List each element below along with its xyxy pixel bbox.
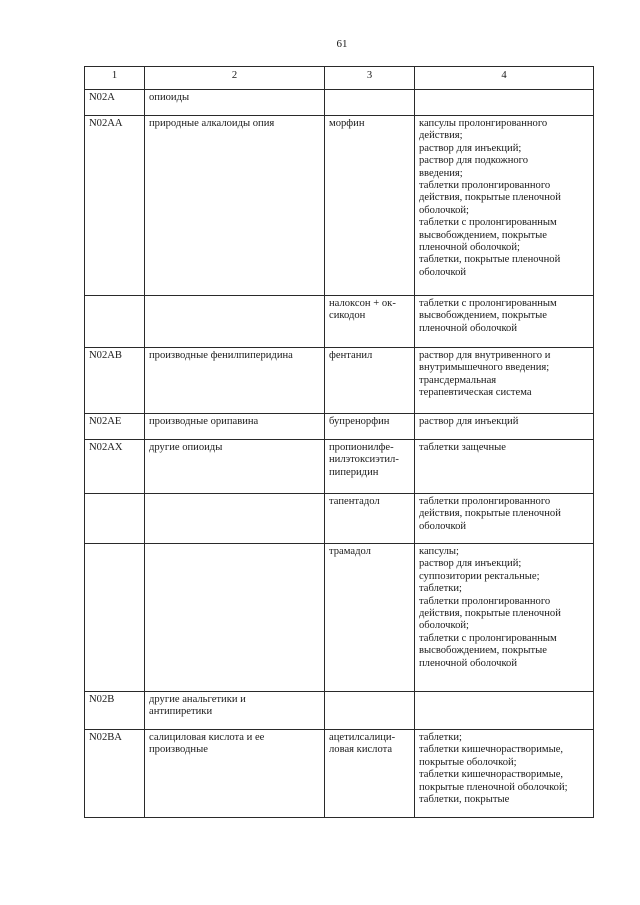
drug-name-cell — [325, 692, 415, 730]
cell-line: таблетки; — [419, 583, 462, 595]
cell-line: действия, покрытые пленочной — [419, 508, 561, 520]
table-row — [85, 692, 594, 730]
dosage-forms-cell — [415, 730, 594, 818]
cell-line: капсулы; — [419, 546, 459, 557]
cell-line: оболочкой; — [419, 620, 469, 632]
cell-line: высвобождением, покрытые — [419, 645, 547, 657]
cell-line: пропионилфе- — [329, 442, 394, 453]
drug-name-cell — [325, 440, 415, 494]
atc-code-cell: N02BA — [85, 730, 145, 818]
cell-line: оболочкой; — [419, 204, 469, 216]
group-name-cell — [145, 116, 325, 296]
dosage-forms-cell — [415, 440, 594, 494]
cell-line: раствор для инъекций; — [419, 558, 522, 570]
cell-line: тапентадол — [329, 496, 380, 507]
drug-name-cell — [325, 90, 415, 116]
cell-line: фентанил — [329, 350, 373, 361]
atc-code-cell — [85, 494, 145, 544]
dosage-forms-cell — [415, 348, 594, 414]
atc-code-cell — [85, 544, 145, 692]
cell-line: высвобождением, покрытые — [419, 229, 547, 241]
cell-line: нилэтоксиэтил- — [329, 454, 399, 466]
table-row — [85, 730, 594, 818]
atc-code-cell: N02AX — [85, 440, 145, 494]
atc-code-cell — [85, 296, 145, 348]
cell-line: таблетки с пролонгированным — [419, 298, 557, 309]
cell-line: оболочкой — [419, 520, 467, 532]
cell-line: антипиретики — [149, 706, 213, 718]
cell-line: налоксон + ок- — [329, 298, 396, 309]
cell-line: трансдермальная — [419, 374, 497, 386]
cell-line: таблетки с пролонгированным — [419, 217, 557, 229]
cell-line: пленочной оболочкой; — [419, 242, 520, 254]
cell-line: раствор для внутривенного и — [419, 350, 551, 361]
table-row — [85, 494, 594, 544]
dosage-forms-cell — [415, 692, 594, 730]
cell-line: суппозитории ректальные; — [419, 570, 540, 582]
drug-name-cell — [325, 544, 415, 692]
header-col-4: 4 — [415, 67, 594, 90]
cell-line: производные орипавина — [149, 416, 259, 427]
drug-name-cell — [325, 348, 415, 414]
cell-line: терапевтическая система — [419, 387, 532, 399]
cell-line: трамадол — [329, 546, 371, 557]
cell-line: высвобождением, покрытые — [419, 310, 547, 322]
group-name-cell — [145, 692, 325, 730]
group-name-cell — [145, 90, 325, 116]
cell-line: морфин — [329, 118, 365, 129]
cell-line: раствор для подкожного — [419, 155, 529, 167]
cell-line: таблетки; — [419, 732, 462, 743]
table-row — [85, 440, 594, 494]
cell-line: таблетки кишечнорастворимые, — [419, 769, 564, 781]
cell-line: таблетки кишечнорастворимые, — [419, 744, 564, 756]
dosage-forms-cell — [415, 90, 594, 116]
dosage-forms-cell — [415, 414, 594, 440]
group-name-cell — [145, 494, 325, 544]
cell-line: бупренорфин — [329, 416, 390, 427]
table-row — [85, 90, 594, 116]
atc-code-cell: N02B — [85, 692, 145, 730]
drug-table — [84, 66, 594, 818]
page-number: 61 — [336, 38, 348, 50]
cell-line: таблетки пролонгированного — [419, 180, 551, 192]
cell-line: сикодон — [329, 310, 366, 322]
cell-line: оболочкой — [419, 266, 467, 278]
group-name-cell — [145, 348, 325, 414]
cell-line: действия, покрытые пленочной — [419, 608, 561, 620]
table-row — [85, 348, 594, 414]
cell-line: другие опиоиды — [149, 442, 223, 453]
cell-line: покрытые пленочной оболочкой; — [419, 781, 568, 793]
cell-line: таблетки, покрытые — [419, 794, 510, 806]
group-name-cell — [145, 440, 325, 494]
cell-line: таблетки пролонгированного — [419, 595, 551, 607]
atc-code-cell: N02A — [85, 90, 145, 116]
cell-line: раствор для инъекций; — [419, 142, 522, 154]
drug-name-cell — [325, 296, 415, 348]
cell-line: внутримышечного введения; — [419, 362, 550, 374]
cell-line: пленочной оболочкой — [419, 322, 518, 334]
dosage-forms-cell — [415, 544, 594, 692]
header-col-3: 3 — [325, 67, 415, 90]
cell-line: таблетки защечные — [419, 442, 506, 453]
dosage-forms-cell — [415, 116, 594, 296]
cell-line: салициловая кислота и ее — [149, 732, 265, 743]
cell-line: другие анальгетики и — [149, 694, 246, 705]
cell-line: действия, покрытые пленочной — [419, 192, 561, 204]
group-name-cell — [145, 730, 325, 818]
dosage-forms-cell — [415, 296, 594, 348]
cell-line: пленочной оболочкой — [419, 657, 518, 669]
cell-line: производные — [149, 744, 208, 756]
atc-code-cell: N02AB — [85, 348, 145, 414]
drug-name-cell — [325, 494, 415, 544]
table-row — [85, 296, 594, 348]
cell-line: ловая кислота — [329, 744, 393, 756]
group-name-cell — [145, 296, 325, 348]
cell-line: производные фенилпиперидина — [149, 350, 293, 361]
cell-line: пиперидин — [329, 466, 379, 478]
drug-name-cell — [325, 116, 415, 296]
cell-line: опиоиды — [149, 92, 190, 103]
table-row — [85, 544, 594, 692]
group-name-cell — [145, 544, 325, 692]
group-name-cell — [145, 414, 325, 440]
drug-name-cell — [325, 414, 415, 440]
drug-name-cell — [325, 730, 415, 818]
cell-line: раствор для инъекций — [419, 416, 519, 427]
cell-line: природные алкалоиды опия — [149, 118, 275, 129]
cell-line: покрытые оболочкой; — [419, 756, 517, 768]
cell-line: таблетки с пролонгированным — [419, 632, 557, 644]
table-header-row — [85, 67, 594, 90]
atc-code-cell: N02AE — [85, 414, 145, 440]
table-row — [85, 414, 594, 440]
atc-code-cell: N02AA — [85, 116, 145, 296]
cell-line: действия; — [419, 130, 463, 142]
table-row — [85, 116, 594, 296]
dosage-forms-cell — [415, 494, 594, 544]
cell-line: ацетилсалици- — [329, 732, 396, 743]
cell-line: таблетки, покрытые пленочной — [419, 254, 561, 266]
header-col-1: 1 — [85, 67, 145, 90]
cell-line: капсулы пролонгированного — [419, 118, 548, 129]
header-col-2: 2 — [145, 67, 325, 90]
cell-line: таблетки пролонгированного — [419, 496, 551, 507]
cell-line: введения; — [419, 167, 463, 179]
